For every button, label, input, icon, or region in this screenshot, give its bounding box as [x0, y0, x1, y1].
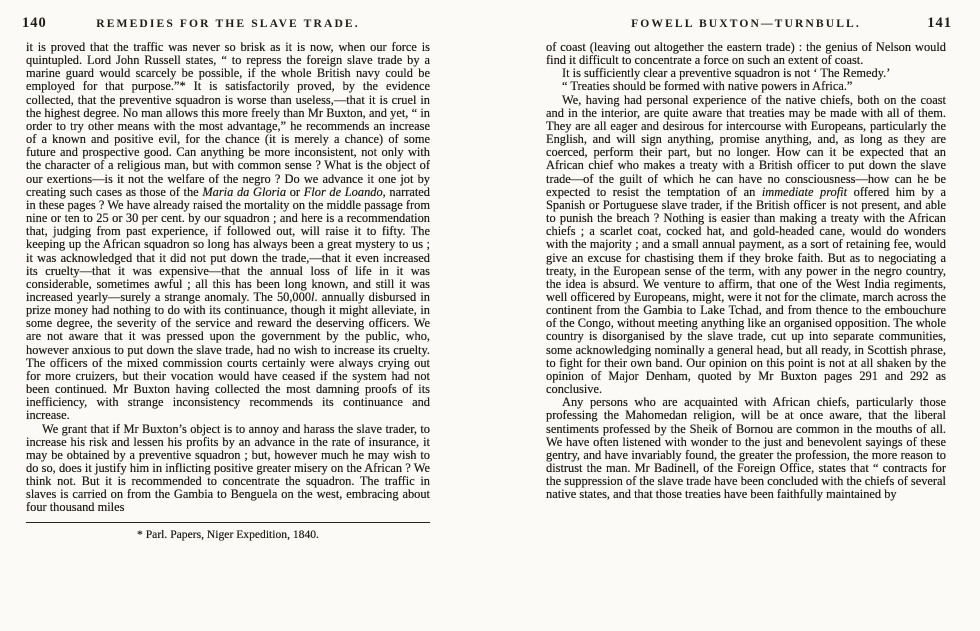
text-run: We, having had personal experience of the native chiefs, both on the coast and in the interior, are quite aware that treaties may be made with all of them. They are all eager and desirous for intercourse with Europeans, particularly the English, and will sign anything, promise anything, and, as long as they are coerced, perform their part, but no longer. How can it be expected that an African chief who makes a treaty with a British officer to put down the slave trade—of the guilt of which he can have no consciousness—how can he be expected to resist the temptation of an — [546, 92, 946, 199]
page-141-header — [546, 15, 952, 33]
text-run: We grant that if Mr Buxton’s object is to annoy and harass the slave trader, to increase his risk and lessen his profits by an advance in the rate of insurance, it may be obtained by a preventive squadron ; but, however much he may wish to do so, does it justify him in inflicting positive greater misery on the African ? We think not. But it is recommended to concentrate the squadron. The traffic in slaves is carried on from the Gambia to Benguela on the west, embracing about four thousand miles — [26, 421, 430, 515]
page-141-body — [546, 41, 946, 501]
page-141 — [490, 0, 980, 631]
text-run: offered him by a Spanish or Portuguese slave trader, if the British officer is not present, and able to punish the breach ? Nothing is easier than making a treaty with the African chiefs ; a scarlet coat, cocked hat, and gold-headed cane, would do wonders with the majority ; and a small annual payment, as a sort of retaining fee, would give an excuse for chastising them if they broke faith. But as to negociating a treaty, in the European sense of the term, with any power in the negro country, the idea is absurd. We venture to affirm, that one of the West India regiments, well officered by Europeans, might, were it not for the climate, march across the continent from the Gambia to Lake Tchad, and from thence to the embouchure of the Congo, without meeting anything like an organised opposition. The whole country is disorganised by the slave trade, cut up into separate communities, some acknowledging nominally a general head, but all ready, in Scottish phrase, to fight for their own band. Our opinion on this point is not at all shaken by the opinion of Major Denham, quoted by Mr Buxton pages 291 and 292 as conclusive. — [546, 184, 946, 397]
text-run: , narrated in these pages ? We have already raised the mortality on the middle passage from nine or ten to 25 or 30 per cent. by our squadron ; and here is a recommendation that, judging from past experience, if followed out, will raise it to fifty. The keeping up the African squadron so long has always been a great mystery to us ; it was acknowledged that it did not put down the trade,—that it even increased its cruelty—that it was expensive—that the annual loss of life in it was considerable, sometimes awful ; all this has been long known, and still it was increased yearly—surely a strange anomaly. The 50,000 — [26, 184, 431, 304]
paragraph — [26, 423, 430, 515]
page-number-left: 140 — [22, 15, 47, 31]
paragraph — [546, 41, 946, 67]
text-run: or — [286, 184, 304, 199]
italic-phrase: Flor de Loando — [303, 184, 383, 199]
page-140-body — [26, 41, 430, 515]
footnote: * Parl. Papers, Niger Expedition, 1840. — [137, 527, 319, 541]
text-run: “ Treaties should be formed with native powers in Africa.” — [562, 79, 853, 94]
text-run: Any persons who are acquainted with African chiefs, particularly those professing the Mahomedan religion, will be at once aware, that the liberal sentiments professed by the Sheik of Bornou are common in the mouths of all. We have often listened with wonder to the just and benevolent sayings of these gentry, and have invariably found, the greater the profession, the more reason to distrust the man. Mr Badinell, of the Foreign Office, states that “ contracts for the suppression of the slave trade have been concluded with the chiefs of several native states, and that those treaties have been faithfully maintained by — [546, 395, 946, 502]
footnote-rule — [26, 522, 430, 523]
text-run: it is proved that the traffic was never so brisk as it is now, when our force is quintupled. Lord John Russell states, “ to repress the foreign slave trade by a marine guard would scarcely be possible, if the whole British navy could be employed for that purpose.”* It is satisfactorily proved, by the evidence collected, that the preventive squadron is worse than useless,—that it is cruel in the highest degree. No man allows this more freely than Mr Buxton, and yet, “ in order to try other means with the most advantage,” he recommends an increase of a known and positive evil, for the chance (it is merely a chance) of some future and prospective good. Can anything be more inconsistent, not only with the character of a religious man, but with common sense ? What is the object of our exertions—is it not the welfare of the negro ? Do we advance it one jot by creating such cases as those of the — [26, 40, 430, 199]
running-title-left: REMEDIES FOR THE SLAVE TRADE. — [96, 17, 360, 30]
running-title-right: FOWELL BUXTON—TURNBULL. — [631, 17, 861, 30]
text-run: of coast (leaving out altogether the eastern trade) : the genius of Nelson would find it difficult to concentrate a force on such an extent of coast. — [546, 40, 946, 68]
italic-phrase: immediate profit — [761, 184, 848, 199]
text-run: . annually disbursed in prize money had nothing to do with its continuance, though it might alleviate, in some degree, the severity of the service and reward the deserving officers. We are not aware that it was pressed upon the government by the public, who, however anxious to put down the slave trade, had no wish to increase its cruelty. The officers of the mixed commission courts certainly were always crying out for more cruizers, but their vocation would have ceased if the system had not been continued. Mr Buxton having collected the most damning proofs of its inefficiency, with strange inconsistency recommends its continuance and increase. — [26, 289, 430, 423]
text-run: It is sufficiently clear a preventive squadron is not ‘ The Remedy.’ — [562, 66, 891, 81]
paragraph — [26, 41, 430, 423]
paragraph — [546, 396, 946, 501]
italic-phrase: l — [311, 289, 315, 304]
page-number-right: 141 — [927, 15, 952, 31]
italic-phrase: Maria da Gloria — [202, 184, 287, 199]
paragraph — [546, 94, 946, 397]
page-140-header — [22, 15, 430, 33]
